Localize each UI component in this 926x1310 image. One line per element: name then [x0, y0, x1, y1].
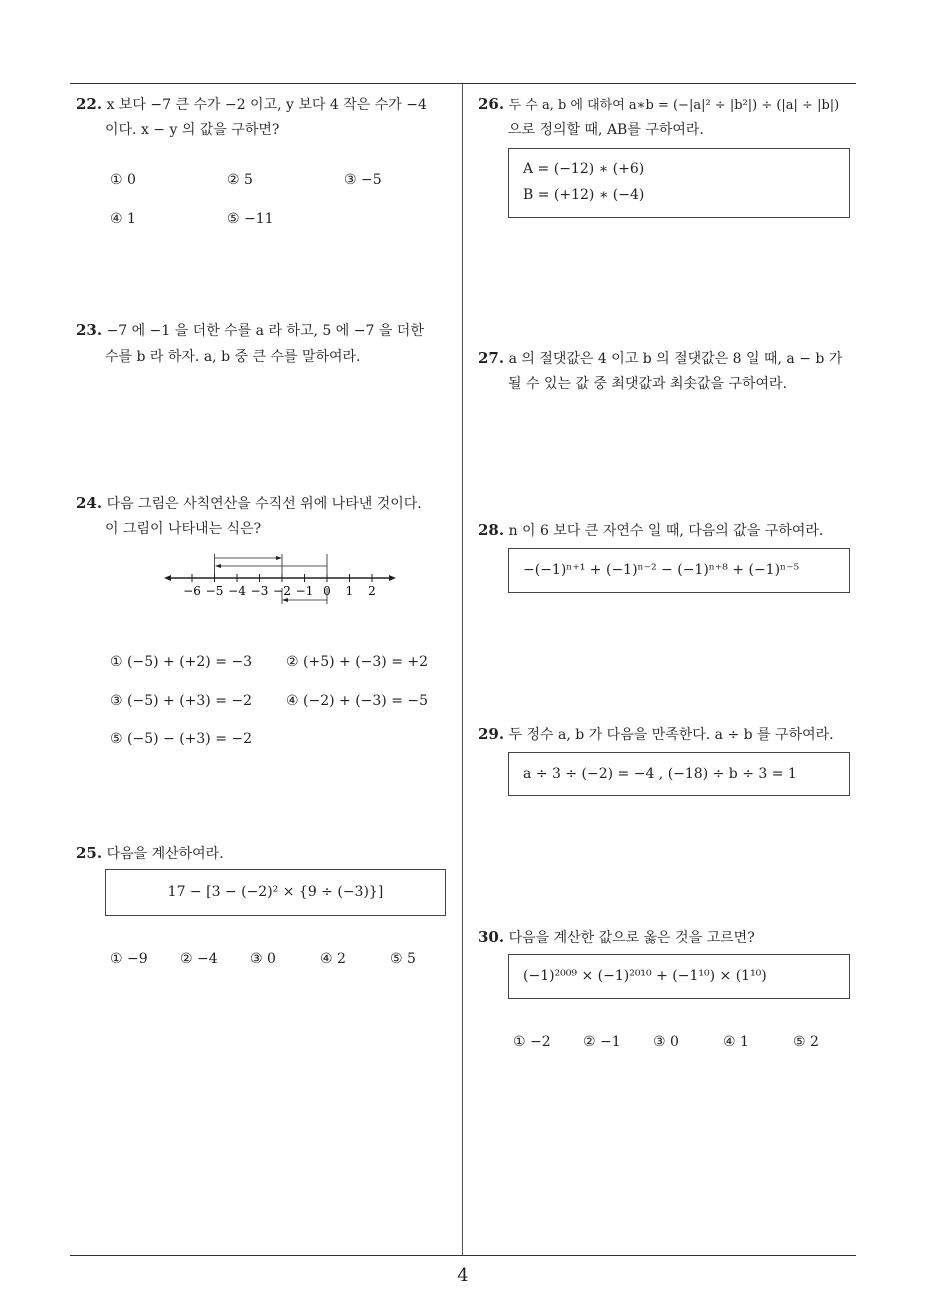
q28-expression: −(−1)ⁿ⁺¹ + (−1)ⁿ⁻² − (−1)ⁿ⁺⁸ + (−1)ⁿ⁻⁵: [523, 562, 800, 578]
tick-label: −3: [250, 584, 269, 598]
q25-option-3[interactable]: ③ 0: [250, 951, 276, 967]
q30-option-5[interactable]: ⑤ 2: [793, 1034, 819, 1050]
q22-option-2[interactable]: ② 5: [227, 172, 253, 188]
q30-number: 30.: [478, 928, 505, 946]
tick-label: −6: [183, 584, 201, 598]
q22-option-4[interactable]: ④ 1: [110, 211, 136, 227]
q30-text-1: 다음을 계산한 값으로 옳은 것을 고르면?: [508, 930, 755, 946]
q30-option-4[interactable]: ④ 1: [723, 1034, 749, 1050]
q30-option-3[interactable]: ③ 0: [653, 1034, 679, 1050]
q26-definition-box: [508, 148, 850, 218]
arrow-middle-head: [215, 564, 221, 568]
q25-text-1: 다음을 계산하여라.: [106, 846, 224, 862]
q24-line1: [76, 490, 422, 517]
tick-label: 1: [345, 584, 354, 598]
q26-text-1: 두 수 a, b 에 대하여 a∗b = (−|a|² ÷ |b²|) ÷ (|a| ÷ |b|): [508, 98, 840, 113]
q29-text-1: 두 정수 a, b 가 다음을 만족한다. a ÷ b 를 구하여라.: [508, 727, 834, 743]
q25-option-5[interactable]: ⑤ 5: [390, 951, 416, 967]
q23-line1: [76, 317, 424, 344]
q24-option-2[interactable]: ② (+5) + (−3) = +2: [286, 654, 429, 670]
q26-box-line1: A = (−12) ∗ (+6): [523, 161, 645, 177]
q25-option-2[interactable]: ② −4: [180, 951, 218, 967]
q27-line2: 될 수 있는 값 중 최댓값과 최솟값을 구하여라.: [508, 376, 788, 392]
q24-text-1: 다음 그림은 사칙연산을 수직선 위에 나타낸 것이다.: [106, 496, 422, 512]
q27-line1: [478, 345, 842, 372]
q22-line1: [76, 91, 427, 118]
arrow-lower-head: [282, 598, 288, 602]
q28-expression-box: [508, 548, 850, 593]
q26-box-line2: B = (+12) ∗ (−4): [523, 187, 645, 203]
q26-number: 26.: [478, 95, 505, 113]
q25-option-1[interactable]: ① −9: [110, 951, 148, 967]
q27-text-1: a 의 절댓값은 4 이고 b 의 절댓값은 8 일 때, a − b 가: [508, 351, 843, 367]
q22-option-5[interactable]: ⑤ −11: [227, 211, 274, 227]
q25-expression: 17 − [3 − (−2)² × {9 ÷ (−3)}]: [167, 884, 384, 900]
q30-expression: (−1)²⁰⁰⁹ × (−1)²⁰¹⁰ + (−1¹⁰) × (1¹⁰): [523, 968, 767, 984]
q27-number: 27.: [478, 349, 505, 367]
axis-right-arrowhead: [389, 575, 396, 581]
bottom-rule: [70, 1255, 856, 1256]
q22-number: 22.: [76, 95, 103, 113]
tick-label: −2: [273, 584, 291, 598]
top-rule: [70, 83, 856, 84]
q24-option-1[interactable]: ① (−5) + (+2) = −3: [110, 654, 253, 670]
tick-label: −4: [228, 584, 246, 598]
q22-line2: 이다. x − y 의 값을 구하면?: [105, 122, 280, 138]
q30-option-1[interactable]: ① −2: [513, 1034, 551, 1050]
tick-label: 0: [323, 584, 331, 598]
column-divider: [462, 84, 463, 1256]
q26-line1: [478, 91, 839, 119]
q26-line2: 으로 정의할 때, AB를 구하여라.: [508, 122, 704, 138]
q28-number: 28.: [478, 521, 505, 539]
q30-line1: [478, 924, 755, 951]
page-number: 4: [457, 1265, 469, 1286]
q23-line2: 수를 b 라 하자. a, b 중 큰 수를 말하여라.: [105, 349, 361, 365]
q24-option-3[interactable]: ③ (−5) + (+3) = −2: [110, 693, 253, 709]
q22-option-3[interactable]: ③ −5: [344, 172, 382, 188]
tick-label: 2: [368, 584, 376, 598]
number-line-figure: [160, 548, 400, 610]
q29-line1: [478, 721, 834, 748]
q25-line1: [76, 840, 224, 867]
arrow-upper-head: [276, 556, 282, 560]
q29-condition: a ÷ 3 ÷ (−2) = −4 , (−18) ÷ b ÷ 3 = 1: [523, 766, 797, 782]
q30-option-2[interactable]: ② −1: [583, 1034, 621, 1050]
q24-line2: 이 그림이 나타내는 식은?: [105, 521, 262, 537]
q29-condition-box: [508, 752, 850, 796]
q29-number: 29.: [478, 725, 505, 743]
q30-expression-box: [508, 954, 850, 999]
q25-option-4[interactable]: ④ 2: [320, 951, 346, 967]
q24-option-4[interactable]: ④ (−2) + (−3) = −5: [286, 693, 429, 709]
tick-label: −1: [295, 584, 314, 598]
q24-number: 24.: [76, 494, 103, 512]
q24-option-5[interactable]: ⑤ (−5) − (+3) = −2: [110, 731, 253, 747]
q23-number: 23.: [76, 321, 103, 339]
q25-number: 25.: [76, 844, 103, 862]
q28-line1: [478, 517, 823, 544]
q25-expression-box: [105, 869, 446, 916]
q28-text-1: n 이 6 보다 큰 자연수 일 때, 다음의 값을 구하여라.: [508, 523, 824, 539]
tick-label: −5: [205, 584, 224, 598]
q23-text-1: −7 에 −1 을 더한 수를 a 라 하고, 5 에 −7 을 더한: [106, 323, 424, 339]
q22-text-1: x 보다 −7 큰 수가 −2 이고, y 보다 4 작은 수가 −4: [106, 97, 427, 113]
q22-option-1[interactable]: ① 0: [110, 172, 136, 188]
axis-left-arrowhead: [164, 575, 171, 581]
